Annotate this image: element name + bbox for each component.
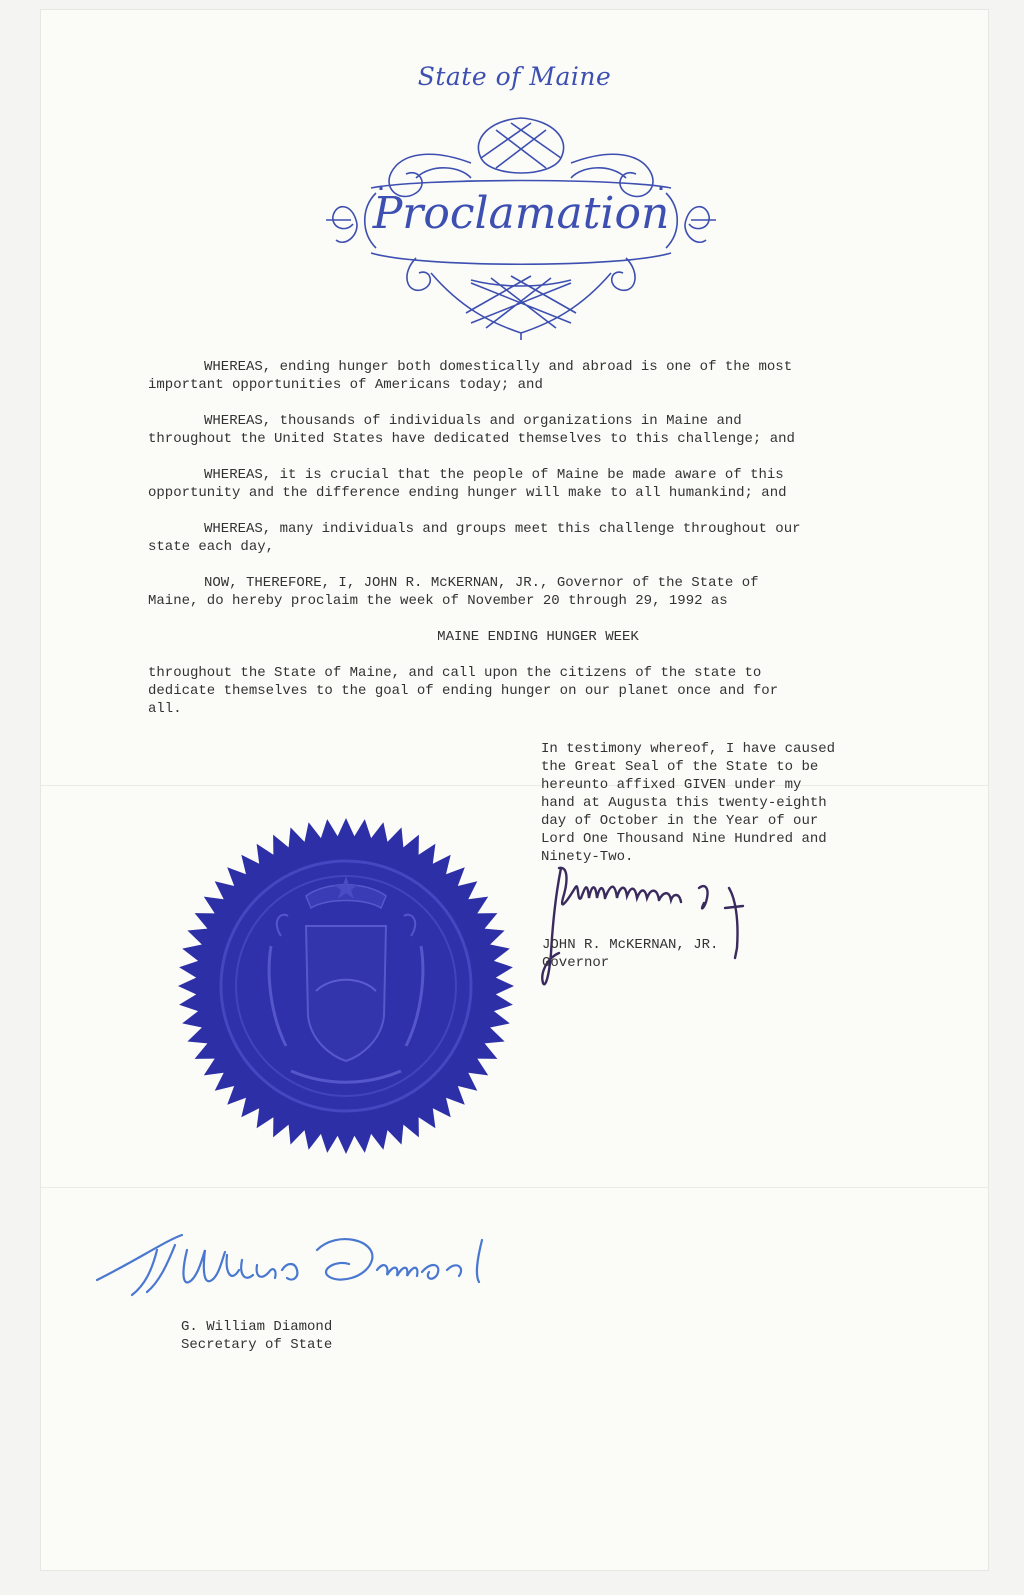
testimony-line: Ninety-Two. <box>541 849 634 865</box>
great-seal-of-maine <box>176 816 516 1156</box>
paragraph-line: WHEREAS, it is crucial that the people of Maine be made aware of this <box>204 467 784 483</box>
secretary-signature <box>87 1220 527 1315</box>
paragraph-line: Maine, do hereby proclaim the week of November 20 through 29, 1992 as <box>148 593 728 609</box>
whereas-paragraph <box>148 520 928 556</box>
testimony-line: hereunto affixed GIVEN under my <box>541 777 802 793</box>
paragraph-line: NOW, THEREFORE, I, JOHN R. McKERNAN, JR., Governor of the State of <box>204 575 759 591</box>
governor-signature <box>539 858 769 998</box>
proclamation-document <box>41 10 988 1570</box>
secretary-name: G. William Diamond <box>181 1319 333 1335</box>
state-heading: State of Maine <box>417 62 612 91</box>
paragraph-line: state each day, <box>148 539 275 555</box>
testimony-line: Lord One Thousand Nine Hundred and <box>541 831 827 847</box>
paragraph-line: all. <box>148 701 182 717</box>
paper-fold-line <box>41 1187 988 1188</box>
testimony-line: hand at Augusta this twenty-eighth <box>541 795 827 811</box>
proclamation-title: Proclamation <box>372 188 670 239</box>
governor-title: Governor <box>542 955 610 971</box>
testimony-line: In testimony whereof, I have caused <box>541 741 836 757</box>
whereas-paragraph <box>148 466 928 502</box>
proclaimed-week-heading: MAINE ENDING HUNGER WEEK <box>437 629 639 645</box>
secretary-title: Secretary of State <box>181 1337 333 1353</box>
testimony-line: the Great Seal of the State to be <box>541 759 819 775</box>
whereas-paragraph <box>148 412 928 448</box>
paragraph-line: throughout the State of Maine, and call upon the citizens of the state to <box>148 665 762 681</box>
testimony-clause <box>541 740 881 866</box>
paragraph-line: WHEREAS, many individuals and groups meet this challenge throughout our <box>204 521 801 537</box>
secretary-signature-block <box>181 1318 332 1354</box>
paragraph-line: throughout the United States have dedicated themselves to this challenge; and <box>148 431 795 447</box>
testimony-line: day of October in the Year of our <box>541 813 819 829</box>
governor-signature-block <box>542 936 718 972</box>
governor-name: JOHN R. McKERNAN, JR. <box>542 937 719 953</box>
paragraph-line: opportunity and the difference ending hunger will make to all humankind; and <box>148 485 787 501</box>
paragraph-line: WHEREAS, thousands of individuals and organizations in Maine and <box>204 413 742 429</box>
therefore-paragraph <box>148 574 928 610</box>
whereas-paragraph <box>148 358 928 394</box>
paragraph-line: WHEREAS, ending hunger both domestically and abroad is one of the most <box>204 359 793 375</box>
paragraph-line: important opportunities of Americans today; and <box>148 377 543 393</box>
closing-paragraph <box>148 664 928 718</box>
proclamation-body <box>148 358 928 736</box>
paragraph-line: dedicate themselves to the goal of ending hunger on our planet once and for <box>148 683 779 699</box>
